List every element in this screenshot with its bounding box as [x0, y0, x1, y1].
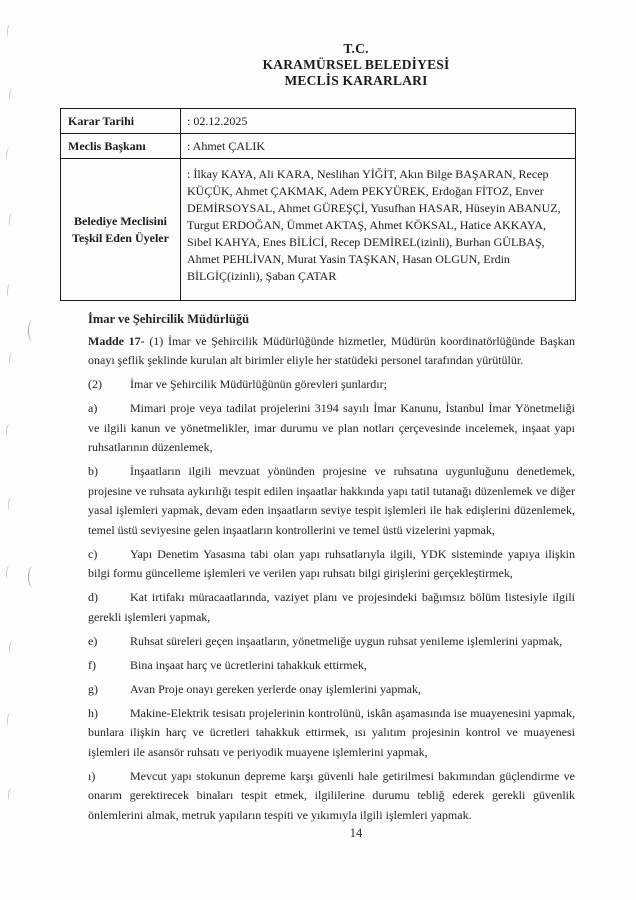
item-text: Yapı Denetim Yasasına tabi olan yapı ruhsatlarıyla ilgili, YDK sisteminde yapıya ilişkin bilgi formu güncelleme işlemleri ve verilen yapı ruhsatı bilgi girişlerini gerçekleştirmek,: [88, 546, 575, 580]
item-label: h): [88, 705, 98, 720]
item-text: Ruhsat süreleri geçen inşaatların, yönetmeliğe uygun ruhsat yenileme işlemlerini yapmak,: [130, 633, 563, 648]
article-label: Madde 17-: [88, 333, 145, 348]
scan-artifact-paren: [28, 566, 38, 588]
item-label: g): [88, 681, 98, 696]
scan-artifact: [7, 788, 15, 802]
item-text: Avan Proje onayı gereken yerlerde onay işlemlerini yapmak,: [130, 681, 422, 696]
list-item: [88, 632, 575, 652]
section-heading: İmar ve Şehircilik Müdürlüğü: [88, 312, 250, 326]
item-label: c): [88, 546, 98, 561]
item-text: Mevcut yapı stokunun depreme karşı güvenli hale getirilmesi bakımından güçlendirme ve onarım gerektirecek binaları tespit etmek, ilgililerine durumu tebliğ ederek gerekli güvenlik önlemlerini almak, metruk yapıların tespiti ve yıkımıyla ilgili işlemleri yapmak.: [88, 768, 575, 822]
item-label: b): [88, 464, 98, 478]
council-president-value: : Ahmet ÇALIK: [181, 134, 576, 159]
council-president-label: Meclis Başkanı: [61, 134, 181, 159]
clause-label: (2): [88, 377, 102, 391]
item-text: Bina inşaat harç ve ücretlerini tahakkuk ettirmek,: [130, 657, 367, 672]
scan-artifact: [8, 88, 16, 102]
table-row: [61, 109, 576, 134]
scan-artifact: [5, 566, 13, 580]
item-text: Kat irtifakı müracaatlarında, vaziyet planı ve projesindeki bağımsız bölüm listesiyle ilgili gerekli işlemleri yapmak,: [88, 590, 575, 624]
header-tc: T.C.: [343, 41, 369, 56]
scan-artifact: [7, 497, 15, 511]
item-label: e): [88, 633, 98, 648]
decision-date-value: : 02.12.2025: [181, 109, 576, 134]
council-members-label: Belediye Meclisini Teşkil Eden Üyeler: [61, 159, 181, 301]
table-row: [61, 159, 576, 301]
list-item: [88, 462, 575, 540]
item-text: Mimari proje veya tadilat projelerini 3194 sayılı İmar Kanunu, İstanbul İmar Yönetmeliği ve ilgili kanun ve yönetmelikler, imar durumu ve plan notları çerçevesinde incelemek, inşaat yapı ruhsatlarının düzenlemek,: [88, 401, 575, 454]
list-item: [88, 704, 575, 763]
scan-artifact: [8, 213, 16, 227]
scan-artifact: [5, 424, 13, 438]
document-body: [88, 310, 575, 830]
decision-info-table: [60, 108, 576, 301]
list-item: [88, 767, 575, 826]
header-municipality: KARAMÜRSEL BELEDİYESİ: [262, 57, 450, 72]
scan-artifact: [8, 641, 16, 655]
scan-artifact: [5, 148, 13, 162]
table-row: [61, 134, 576, 159]
list-item: [88, 588, 575, 627]
decision-date-label: Karar Tarihi: [61, 109, 181, 134]
page-number: 14: [349, 826, 363, 840]
item-label: a): [88, 401, 98, 415]
clause-paragraph: [88, 375, 575, 395]
scan-artifact: [6, 24, 14, 38]
council-members-value: : İlkay KAYA, Ali KARA, Neslihan YİĞİT, Akın Bilge BAŞARAN, Recep KÜÇÜK, Ahmet ÇAKMAK, Adem PEKYÜREK, Erdoğan FİTOZ, Enver DEMİRSOYSAL, Ahmet GÜREŞÇİ, Yusufhan HASAR, Hüseyin ABANUZ, Turgut ERDOĞAN, Ümmet AKTAŞ, Ahmet KÖKSAL, Hatice AKKAYA, Sibel KAHYA, Enes BİLİCİ, Recep DEMİREL(izinli), Burhan GÜLBAŞ, Ahmet PEHLİVAN, Murat Yasin TAŞKAN, Hasan OLGUN, Erdin BİLGİÇ(izinli), Şaban ÇATAR: [181, 159, 576, 301]
scan-artifact: [8, 352, 16, 366]
scan-artifact: [6, 284, 14, 298]
item-text: Makine-Elektrik tesisatı projelerinin kontrolünü, iskân aşamasında ise muayenesini yapmak, bunlara ilişkin harç ve ücretleri tahakkuk ettirmek, ısı yalıtım projesinin kontrol ve muayenesi işlemleri ile asansör ruhsatı ve periyodik muayene işlemlerini yapmak,: [88, 705, 575, 759]
list-item: [88, 399, 575, 458]
item-label: f): [88, 657, 96, 672]
header-title: MECLİS KARARLARI: [284, 73, 428, 88]
scan-artifact: [6, 713, 14, 727]
item-label: ı): [88, 768, 96, 783]
article-text: (1) İmar ve Şehircilik Müdürlüğünde hizmetler, Müdürün koordinatörlüğünde Başkan onayı şeflik şeklinde kurulan alt birimler eliyle her statüdeki personel tarafından yürütülür.: [88, 333, 575, 367]
item-text: İnşaatların ilgili mevzuat yönünden projesine ve ruhsatına uygunluğunu denetlemek, projesine ve ruhsata aykırılığı tespit edilen inşaatlar hakkında yapı tatil tutanağı düzenlemek ve diğer yasal işlemleri yapmak, devam eden inşaatların seviye tespit işlemleri ile hak edişlerini düzenlemek, temel üstü seviyesine gelen inşaatların kontrollerini ve temel üstü vizelerini yapmak,: [88, 464, 575, 537]
list-item: [88, 656, 575, 676]
item-label: d): [88, 590, 98, 604]
list-item: [88, 545, 575, 584]
clause-text: İmar ve Şehircilik Müdürlüğünün görevleri şunlardır;: [130, 377, 387, 391]
list-item: [88, 680, 575, 700]
scan-artifact-paren: [28, 320, 38, 342]
article-paragraph: [88, 332, 575, 371]
document-header: [76, 41, 636, 89]
